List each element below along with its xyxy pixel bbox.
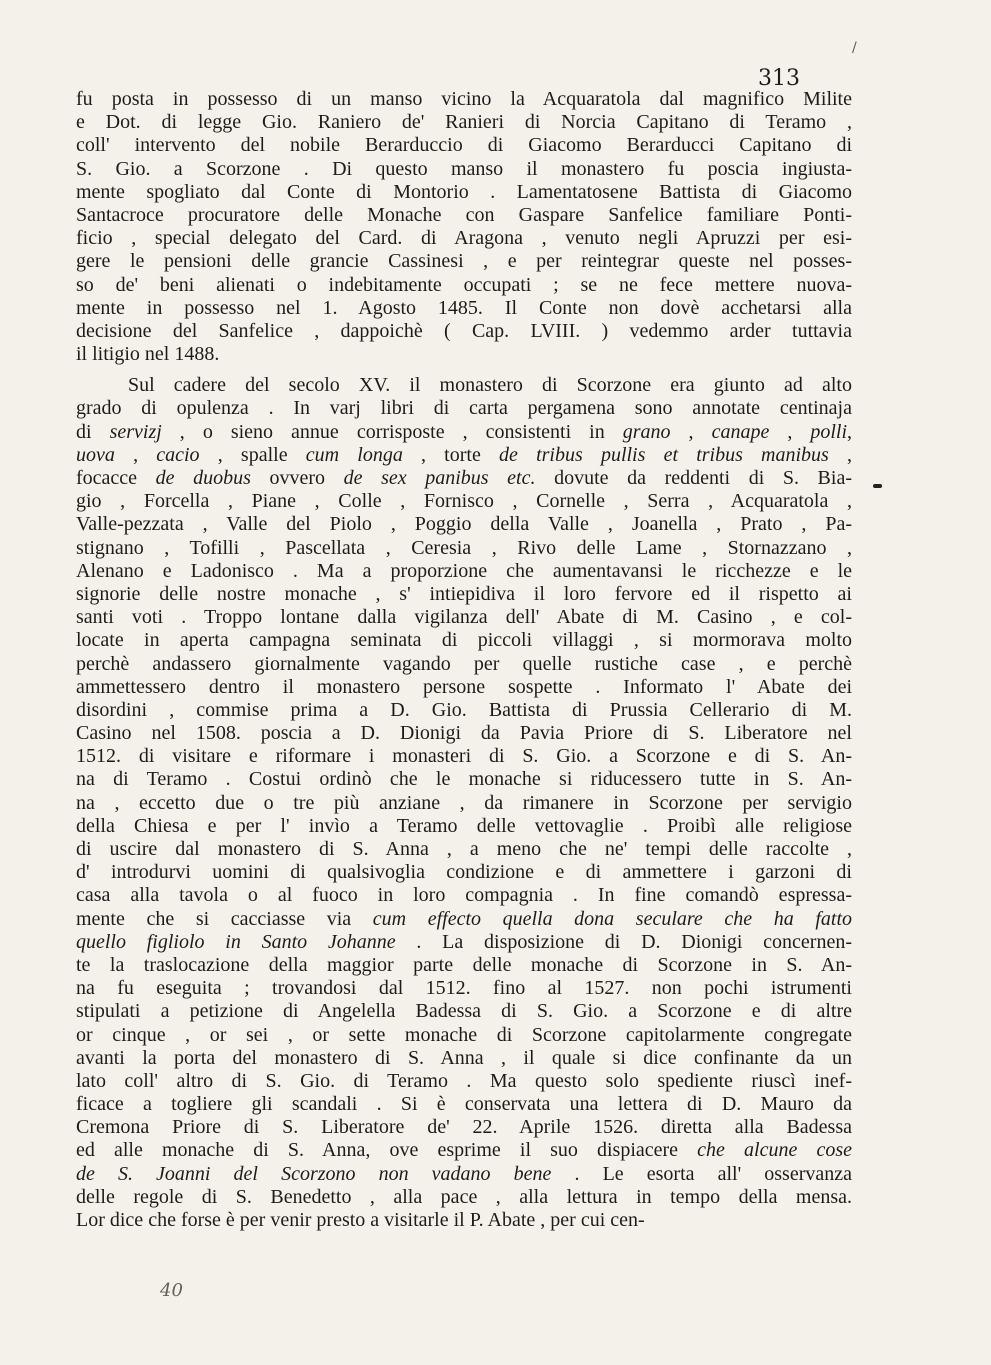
- text-segment: Sul cadere del secolo XV. il monastero di Scorzone era giunto ad alto: [128, 374, 852, 397]
- text-line: [76, 1163, 852, 1186]
- italic-segment: canape: [711, 420, 770, 443]
- text-segment: . La disposizione di D. Dionigi concernen-: [395, 930, 852, 953]
- text-segment: della Chiesa e per l' invìo a Teramo delle vettovaglie . Proibì alle religiose: [76, 814, 852, 837]
- text-segment: so de' beni alienati o indebitamente occupati ; se ne fece mettere nuova-: [76, 273, 852, 296]
- text-segment: Santacroce procuratore delle Monache con Gaspare Sanfelice familiare Ponti-: [76, 203, 852, 226]
- text-segment: mente spogliato dal Conte di Montorio . Lamentatosene Battista di Giacomo: [76, 180, 852, 203]
- text-segment: casa alla tavola o al fuoco in loro compagnia . In fine comandò espressa-: [76, 884, 852, 907]
- text-line: [76, 250, 852, 273]
- text-segment: , o sieno annue corrisposte , consistenti in: [161, 420, 623, 443]
- text-segment: di uscire dal monastero di S. Anna , a meno che ne' tempi delle raccolte ,: [76, 838, 852, 860]
- text-line: [76, 227, 852, 250]
- italic-segment: cacio: [156, 443, 200, 466]
- italic-segment: de sex panibus etc.: [343, 467, 536, 489]
- text-segment: lato coll' altro di S. Gio. di Teramo . Ma questo solo spediente riuscì inef-: [76, 1069, 852, 1092]
- text-segment: ,: [114, 443, 157, 466]
- text-line: [76, 884, 852, 907]
- text-segment: ,: [670, 420, 712, 443]
- text-segment: d' introdurvi uomini di qualsivoglia condizione e di ammettere i garzoni di: [76, 861, 852, 884]
- text-segment: Valle-pezzata , Valle del Piolo , Poggio della Valle , Joanella , Prato , Pa-: [76, 513, 852, 536]
- text-segment: coll' intervento del nobile Berarduccio di Giacomo Berarducci Capitano di: [76, 134, 852, 157]
- text-segment: mente che si cacciasse via: [76, 907, 373, 930]
- text-segment: , spalle: [199, 443, 306, 466]
- text-line: [76, 792, 852, 815]
- text-line: [76, 374, 852, 397]
- italic-segment: de tribus pullis et tribus manibus: [499, 443, 829, 466]
- text-line: [76, 606, 852, 629]
- italic-segment: de S. Joanni del Scorzono non vadano bene: [76, 1162, 552, 1185]
- text-line: [76, 653, 852, 676]
- italic-segment: de duobus: [155, 467, 251, 489]
- italic-segment: quello figliolo in Santo Johanne: [76, 930, 396, 953]
- text-segment: decisione del Sanfelice , dappoichè ( Cap. LVIII. ) vedemmo arder tuttavia: [76, 319, 852, 342]
- text-line: [76, 513, 852, 536]
- margin-ink-mark: [873, 484, 882, 488]
- text-segment: 1512. di visitare e riformare i monasteri di S. Gio. a Scorzone e di S. An-: [76, 745, 852, 768]
- text-segment: di: [76, 420, 110, 443]
- text-segment: . Le esorta all' osservanza: [551, 1162, 852, 1185]
- text-line: [76, 274, 852, 297]
- text-line: [76, 320, 852, 343]
- text-segment: na fu eseguita ; trovandosi dal 1512. fino al 1527. non pochi istrumenti: [76, 977, 852, 1000]
- text-segment: locate in aperta campagna seminata di piccoli villaggi , si mormorava molto: [76, 629, 852, 652]
- text-segment: Alenano e Ladonisco . Ma a proporzione che aumentavansi le ricchezze e le: [76, 559, 852, 582]
- text-line: [76, 977, 852, 1000]
- text-line: [76, 158, 852, 181]
- text-line: [76, 1000, 852, 1023]
- italic-segment: cum longa: [305, 443, 403, 466]
- handwritten-sheet-number: 40: [160, 1280, 183, 1301]
- italic-segment: che alcune cose: [697, 1139, 852, 1162]
- italic-segment: cum effecto quella dona seculare che ha fatto: [372, 907, 853, 930]
- text-line: [76, 134, 852, 157]
- text-segment: santi voti . Troppo lontane dalla vigilanza dell' Abate di M. Casino , e col-: [76, 606, 852, 629]
- page-number: 313: [758, 66, 800, 91]
- text-line: [76, 931, 852, 954]
- text-line: [76, 583, 852, 606]
- corner-pencil-mark: /: [852, 40, 857, 56]
- text-line: [76, 745, 852, 768]
- text-segment: ,: [769, 420, 811, 443]
- text-segment: ficio , special delegato del Card. di Aragona , venuto negli Apruzzi per esi-: [76, 227, 852, 250]
- text-line: [76, 397, 852, 420]
- body-text: [76, 88, 852, 1232]
- text-line: [76, 1116, 852, 1139]
- text-line: [76, 815, 852, 838]
- text-line: [76, 1139, 852, 1162]
- text-line: [76, 908, 852, 931]
- text-segment: or cinque , or sei , or sette monache di Scorzone capitolarmente congregate: [76, 1023, 852, 1046]
- text-line: [76, 297, 852, 320]
- text-line: [76, 1047, 852, 1070]
- italic-segment: uova: [76, 443, 115, 466]
- italic-segment: grano: [622, 420, 671, 443]
- text-segment: ed alle monache di S. Anna, ove esprime il suo dispiacere: [76, 1139, 698, 1162]
- text-line: [76, 181, 852, 204]
- text-segment: Casino nel 1508. poscia a D. Dionigi da Pavia Priore di S. Liberatore nel: [76, 722, 852, 745]
- text-segment: delle regole di S. Benedetto , alla pace , alla lettura in tempo della mensa.: [76, 1185, 852, 1208]
- text-line: [76, 467, 852, 490]
- italic-segment: servizj: [109, 420, 162, 443]
- text-line: [76, 1209, 852, 1232]
- text-line: [76, 1093, 852, 1116]
- text-segment: ,: [828, 443, 853, 466]
- text-line: [76, 861, 852, 884]
- text-line: [76, 560, 852, 583]
- text-segment: ammettessero dentro il monastero persone sospette . Informato l' Abate dei: [76, 675, 852, 698]
- paragraph-gap: [76, 366, 852, 374]
- text-segment: ovvero: [250, 467, 344, 489]
- text-line: [76, 838, 852, 861]
- text-segment: perchè andassero giornalmente vagando per quelle rustiche case , e perchè: [76, 652, 852, 675]
- text-segment: gere le pensioni delle grancie Cassinesi , e per reintegrar queste nel posses-: [76, 250, 852, 273]
- text-line: [76, 421, 852, 444]
- text-segment: gio , Forcella , Piane , Colle , Fornisco , Cornelle , Serra , Acquaratola ,: [76, 490, 852, 513]
- text-line: [76, 722, 852, 745]
- text-segment: Cremona Priore di S. Liberatore de' 22. Aprile 1526. diretta alla Badessa: [76, 1116, 852, 1139]
- text-line: [76, 676, 852, 699]
- text-segment: stignano , Tofilli , Pascellata , Ceresia , Rivo delle Lame , Stornazzano ,: [76, 536, 852, 559]
- text-line: [76, 204, 852, 227]
- text-line: [76, 1024, 852, 1047]
- text-line: [76, 1070, 852, 1093]
- text-segment: disordini , commise prima a D. Gio. Battista di Prussia Cellerario di M.: [76, 698, 852, 721]
- italic-segment: polli: [810, 420, 848, 443]
- text-segment: signorie delle nostre monache , s' intiepidiva il loro fervore ed il rispetto ai: [76, 582, 852, 605]
- text-segment: il litigio nel 1488.: [76, 343, 220, 366]
- text-segment: dovute da reddenti di S. Bia-: [535, 467, 852, 489]
- text-segment: avanti la porta del monastero di S. Anna , il quale si dice confinante da un: [76, 1046, 852, 1069]
- text-segment: te la traslocazione della maggior parte delle monache di Scorzone in S. An-: [76, 953, 852, 976]
- text-line: [76, 954, 852, 977]
- text-segment: stipulati a petizione di Angelella Badessa di S. Gio. a Scorzone e di altre: [76, 1000, 852, 1023]
- text-segment: ficace a togliere gli scandali . Si è conservata una lettera di D. Mauro da: [76, 1093, 852, 1116]
- text-segment: ,: [847, 420, 853, 443]
- text-line: [76, 343, 852, 366]
- text-line: [76, 111, 852, 134]
- text-line: [76, 629, 852, 652]
- text-segment: fu posta in possesso di un manso vicino la Acquaratola dal magnifico Milite: [76, 88, 852, 110]
- text-line: [76, 1186, 852, 1209]
- text-segment: , torte: [402, 443, 500, 466]
- text-line: [76, 768, 852, 791]
- text-line: [76, 444, 852, 467]
- text-segment: na , eccetto due o tre più anziane , da rimanere in Scorzone per servigio: [76, 791, 852, 814]
- text-segment: mente in possesso nel 1. Agosto 1485. Il Conte non dovè acchetarsi alla: [76, 296, 852, 319]
- text-line: [76, 699, 852, 722]
- text-segment: na di Teramo . Costui ordinò che le monache si riducessero tutte in S. An-: [76, 768, 852, 791]
- text-line: [76, 490, 852, 513]
- text-line: [76, 88, 852, 111]
- text-segment: S. Gio. a Scorzone . Di questo manso il monastero fu poscia ingiusta-: [76, 157, 852, 180]
- text-segment: Lor dice che forse è per venir presto a visitarle il P. Abate , per cui cen-: [76, 1209, 645, 1231]
- text-segment: focacce: [76, 467, 156, 489]
- text-segment: grado di opulenza . In varj libri di carta pergamena sono annotate centinaja: [76, 397, 852, 420]
- text-line: [76, 537, 852, 560]
- text-segment: e Dot. di legge Gio. Raniero de' Ranieri di Norcia Capitano di Teramo ,: [76, 111, 852, 134]
